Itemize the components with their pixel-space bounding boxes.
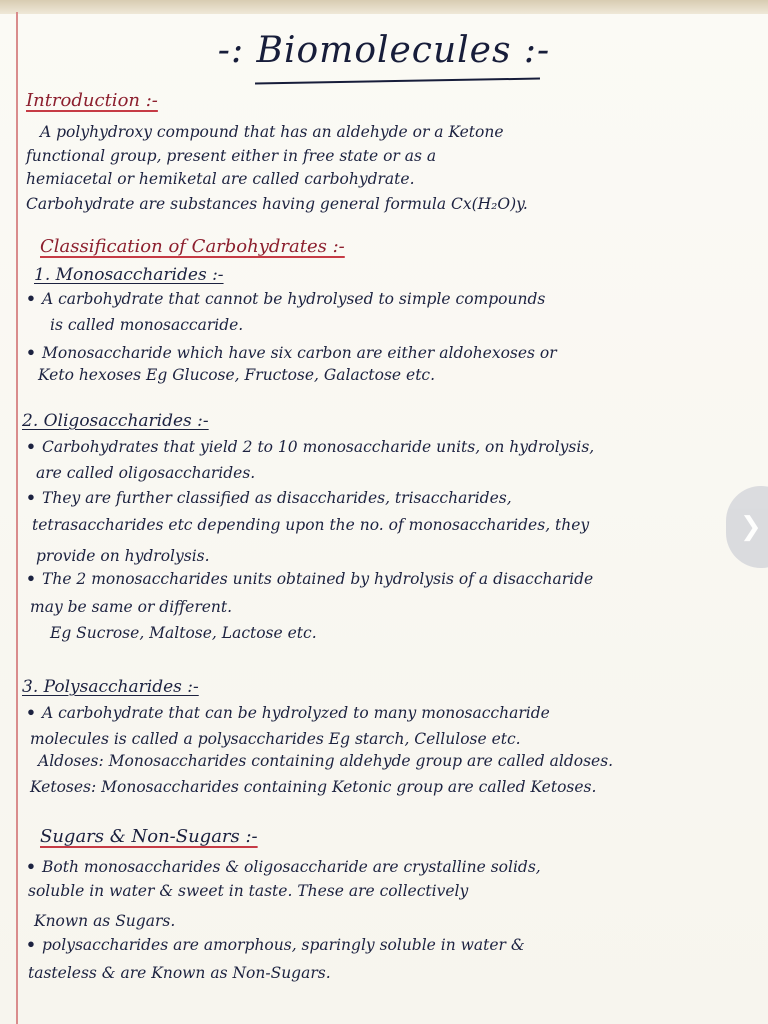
bullet-icon: • bbox=[26, 569, 36, 588]
mono-line: • Monosaccharide which have six carbon are either aldohexoses or bbox=[26, 343, 557, 362]
bullet-icon: • bbox=[26, 935, 36, 954]
intro-heading: Introduction :- bbox=[26, 90, 158, 111]
oligo-line: are called oligosaccharides. bbox=[36, 464, 256, 482]
oligo-heading: 2. Oligosaccharides :- bbox=[22, 411, 209, 431]
oligo-line: provide on hydrolysis. bbox=[36, 547, 210, 565]
poly-line: Ketoses: Monosaccharides containing Ketonic group are called Ketoses. bbox=[30, 778, 597, 796]
mono-line: Keto hexoses Eg Glucose, Fructose, Galactose etc. bbox=[38, 366, 436, 384]
intro-line: hemiacetal or hemiketal are called carbohydrate. bbox=[26, 170, 415, 188]
poly-heading: 3. Polysaccharides :- bbox=[22, 677, 199, 697]
oligo-line: • The 2 monosaccharides units obtained by hydrolysis of a disaccharide bbox=[26, 569, 594, 588]
bullet-icon: • bbox=[26, 343, 36, 362]
page-title: -: Biomolecules :- bbox=[217, 30, 551, 71]
mono-line: • A carbohydrate that cannot be hydrolysed to simple compounds bbox=[26, 289, 546, 308]
margin-line bbox=[16, 12, 18, 1024]
chevron-right-icon: ❯ bbox=[740, 512, 762, 542]
oligo-line: may be same or different. bbox=[30, 598, 233, 616]
title-underline bbox=[255, 78, 540, 85]
bullet-icon: • bbox=[26, 437, 36, 456]
bullet-icon: • bbox=[26, 289, 36, 308]
sugars-line: tasteless & are Known as Non-Sugars. bbox=[28, 964, 331, 982]
classification-heading: Classification of Carbohydrates :- bbox=[40, 236, 345, 257]
bullet-icon: • bbox=[26, 857, 36, 876]
intro-line: A polyhydroxy compound that has an aldehyde or a Ketone bbox=[40, 123, 504, 141]
oligo-line: Eg Sucrose, Maltose, Lactose etc. bbox=[50, 624, 317, 642]
sugars-line: • Both monosaccharides & oligosaccharide are crystalline solids, bbox=[26, 857, 541, 876]
sugars-heading: Sugars & Non-Sugars :- bbox=[40, 826, 258, 847]
poly-line: molecules is called a polysaccharides Eg starch, Cellulose etc. bbox=[30, 730, 521, 748]
sugars-line: soluble in water & sweet in taste. These are collectively bbox=[28, 882, 469, 900]
intro-line: Carbohydrate are substances having general formula Cx(H₂O)y. bbox=[26, 195, 528, 213]
mono-heading: 1. Monosaccharides :- bbox=[34, 265, 224, 285]
bullet-icon: • bbox=[26, 488, 36, 507]
sugars-line: • polysaccharides are amorphous, sparingly soluble in water & bbox=[26, 935, 525, 954]
page-top-edge bbox=[0, 0, 768, 14]
sugars-line: Known as Sugars. bbox=[34, 912, 176, 930]
poly-line: • A carbohydrate that can be hydrolyzed to many monosaccharide bbox=[26, 703, 550, 722]
mono-line: is called monosaccaride. bbox=[50, 316, 244, 334]
oligo-line: tetrasaccharides etc depending upon the no. of monosaccharides, they bbox=[32, 516, 590, 534]
bullet-icon: • bbox=[26, 703, 36, 722]
oligo-line: • They are further classified as disaccharides, trisaccharides, bbox=[26, 488, 512, 507]
oligo-line: • Carbohydrates that yield 2 to 10 monosaccharide units, on hydrolysis, bbox=[26, 437, 595, 456]
poly-line: Aldoses: Monosaccharides containing aldehyde group are called aldoses. bbox=[38, 752, 614, 770]
intro-line: functional group, present either in free state or as a bbox=[26, 147, 437, 165]
